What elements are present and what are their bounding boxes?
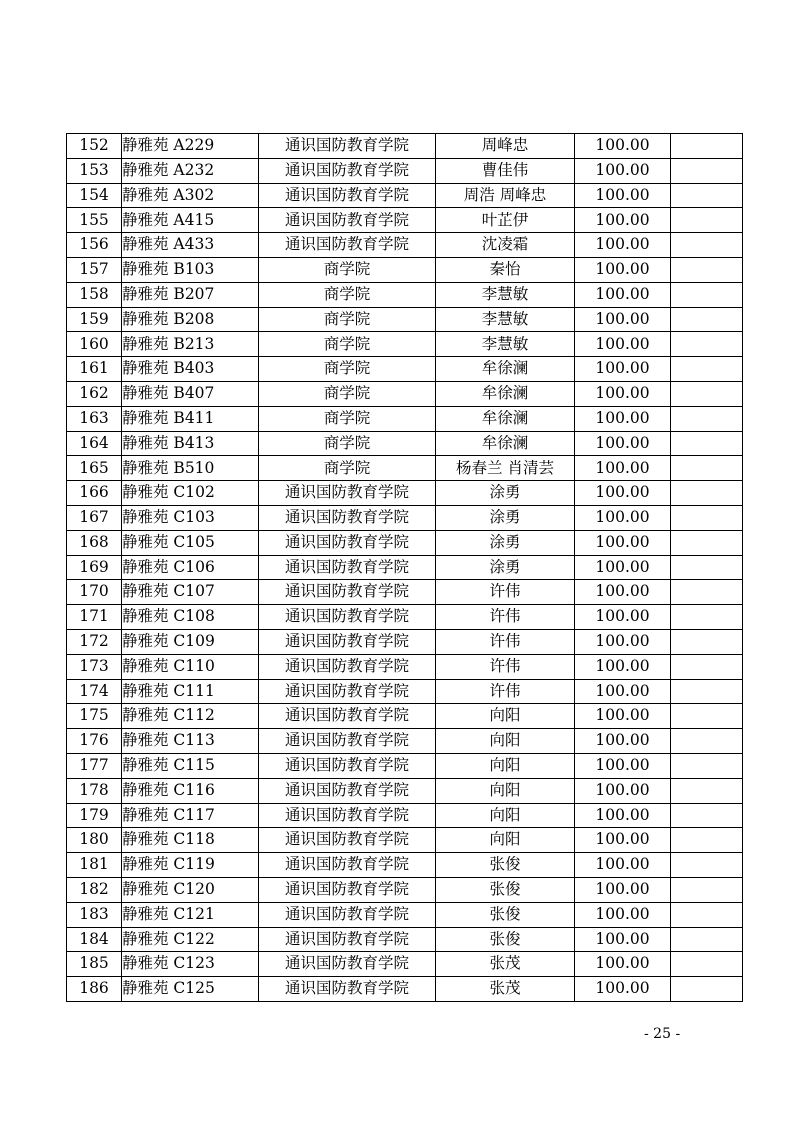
person-in-charge-cell: 许伟: [436, 654, 575, 679]
table-row: [67, 406, 743, 431]
dorm-room-cell: 静雅苑 C107: [122, 580, 259, 605]
person-in-charge-cell: 秦怡: [436, 257, 575, 282]
person-in-charge-cell: 向阳: [436, 753, 575, 778]
person-in-charge-cell: 李慧敏: [436, 332, 575, 357]
dorm-room-cell: 静雅苑 C112: [122, 704, 259, 729]
row-number-cell: 170: [67, 580, 122, 605]
amount-cell: 100.00: [575, 853, 671, 878]
person-in-charge-cell: 张茂: [436, 977, 575, 1002]
note-cell: [671, 778, 743, 803]
amount-cell: 100.00: [575, 282, 671, 307]
row-number-cell: 165: [67, 456, 122, 481]
note-cell: [671, 753, 743, 778]
table-row: [67, 381, 743, 406]
table-row: [67, 307, 743, 332]
amount-cell: 100.00: [575, 778, 671, 803]
note-cell: [671, 828, 743, 853]
table-row: [67, 183, 743, 208]
person-in-charge-cell: 涂勇: [436, 530, 575, 555]
amount-cell: 100.00: [575, 605, 671, 630]
college-cell: 通识国防教育学院: [259, 505, 436, 530]
note-cell: [671, 629, 743, 654]
note-cell: [671, 530, 743, 555]
row-number-cell: 174: [67, 679, 122, 704]
college-cell: 通识国防教育学院: [259, 679, 436, 704]
amount-cell: 100.00: [575, 629, 671, 654]
dorm-room-cell: 静雅苑 C110: [122, 654, 259, 679]
note-cell: [671, 877, 743, 902]
row-number-cell: 175: [67, 704, 122, 729]
table-row: [67, 902, 743, 927]
table-row: [67, 605, 743, 630]
note-cell: [671, 332, 743, 357]
person-in-charge-cell: 沈凌霜: [436, 233, 575, 258]
row-number-cell: 171: [67, 605, 122, 630]
college-cell: 通识国防教育学院: [259, 481, 436, 506]
dorm-room-cell: 静雅苑 B403: [122, 357, 259, 382]
row-number-cell: 182: [67, 877, 122, 902]
college-cell: 通识国防教育学院: [259, 629, 436, 654]
college-cell: 通识国防教育学院: [259, 828, 436, 853]
table-row: [67, 753, 743, 778]
dorm-room-cell: 静雅苑 B407: [122, 381, 259, 406]
person-in-charge-cell: 涂勇: [436, 481, 575, 506]
row-number-cell: 173: [67, 654, 122, 679]
note-cell: [671, 902, 743, 927]
row-number-cell: 185: [67, 952, 122, 977]
amount-cell: 100.00: [575, 704, 671, 729]
amount-cell: 100.00: [575, 208, 671, 233]
dorm-room-cell: 静雅苑 C109: [122, 629, 259, 654]
dorm-room-cell: 静雅苑 B207: [122, 282, 259, 307]
person-in-charge-cell: 周峰忠: [436, 134, 575, 159]
table-row: [67, 927, 743, 952]
row-number-cell: 160: [67, 332, 122, 357]
person-in-charge-cell: 杨春兰 肖清芸: [436, 456, 575, 481]
row-number-cell: 157: [67, 257, 122, 282]
allocation-table: [66, 133, 743, 1002]
row-number-cell: 154: [67, 183, 122, 208]
college-cell: 通识国防教育学院: [259, 803, 436, 828]
dorm-room-cell: 静雅苑 C102: [122, 481, 259, 506]
dorm-room-cell: 静雅苑 B103: [122, 257, 259, 282]
amount-cell: 100.00: [575, 555, 671, 580]
amount-cell: 100.00: [575, 828, 671, 853]
table-row: [67, 257, 743, 282]
college-cell: 通识国防教育学院: [259, 753, 436, 778]
note-cell: [671, 977, 743, 1002]
table-row: [67, 977, 743, 1002]
college-cell: 商学院: [259, 431, 436, 456]
college-cell: 通识国防教育学院: [259, 927, 436, 952]
dorm-room-cell: 静雅苑 C111: [122, 679, 259, 704]
note-cell: [671, 853, 743, 878]
note-cell: [671, 927, 743, 952]
dorm-room-cell: 静雅苑 B413: [122, 431, 259, 456]
college-cell: 通识国防教育学院: [259, 729, 436, 754]
note-cell: [671, 555, 743, 580]
note-cell: [671, 605, 743, 630]
note-cell: [671, 257, 743, 282]
dorm-room-cell: 静雅苑 C103: [122, 505, 259, 530]
dorm-room-cell: 静雅苑 C118: [122, 828, 259, 853]
row-number-cell: 166: [67, 481, 122, 506]
college-cell: 通识国防教育学院: [259, 530, 436, 555]
row-number-cell: 176: [67, 729, 122, 754]
amount-cell: 100.00: [575, 406, 671, 431]
college-cell: 通识国防教育学院: [259, 704, 436, 729]
dorm-room-cell: 静雅苑 B411: [122, 406, 259, 431]
dorm-room-cell: 静雅苑 C105: [122, 530, 259, 555]
amount-cell: 100.00: [575, 134, 671, 159]
note-cell: [671, 803, 743, 828]
person-in-charge-cell: 许伟: [436, 679, 575, 704]
person-in-charge-cell: 李慧敏: [436, 307, 575, 332]
table-row: [67, 431, 743, 456]
dorm-room-cell: 静雅苑 C125: [122, 977, 259, 1002]
person-in-charge-cell: 牟徐澜: [436, 431, 575, 456]
person-in-charge-cell: 向阳: [436, 778, 575, 803]
dorm-room-cell: 静雅苑 C113: [122, 729, 259, 754]
college-cell: 商学院: [259, 357, 436, 382]
amount-cell: 100.00: [575, 456, 671, 481]
amount-cell: 100.00: [575, 679, 671, 704]
table-row: [67, 208, 743, 233]
table-row: [67, 456, 743, 481]
row-number-cell: 159: [67, 307, 122, 332]
person-in-charge-cell: 张俊: [436, 877, 575, 902]
table-row: [67, 481, 743, 506]
note-cell: [671, 158, 743, 183]
college-cell: 商学院: [259, 381, 436, 406]
college-cell: 商学院: [259, 406, 436, 431]
dorm-room-cell: 静雅苑 C119: [122, 853, 259, 878]
person-in-charge-cell: 许伟: [436, 629, 575, 654]
note-cell: [671, 233, 743, 258]
row-number-cell: 153: [67, 158, 122, 183]
row-number-cell: 181: [67, 853, 122, 878]
table-row: [67, 555, 743, 580]
row-number-cell: 168: [67, 530, 122, 555]
dorm-room-cell: 静雅苑 C123: [122, 952, 259, 977]
amount-cell: 100.00: [575, 357, 671, 382]
amount-cell: 100.00: [575, 481, 671, 506]
dorm-room-cell: 静雅苑 A415: [122, 208, 259, 233]
table-row: [67, 828, 743, 853]
dorm-room-cell: 静雅苑 C120: [122, 877, 259, 902]
page-number: - 25 -: [644, 1026, 681, 1042]
note-cell: [671, 654, 743, 679]
row-number-cell: 158: [67, 282, 122, 307]
college-cell: 通识国防教育学院: [259, 952, 436, 977]
person-in-charge-cell: 叶芷伊: [436, 208, 575, 233]
table-row: [67, 654, 743, 679]
dorm-room-cell: 静雅苑 C122: [122, 927, 259, 952]
college-cell: 通识国防教育学院: [259, 778, 436, 803]
person-in-charge-cell: 张俊: [436, 853, 575, 878]
amount-cell: 100.00: [575, 158, 671, 183]
amount-cell: 100.00: [575, 902, 671, 927]
college-cell: 通识国防教育学院: [259, 977, 436, 1002]
dorm-room-cell: 静雅苑 C108: [122, 605, 259, 630]
college-cell: 通识国防教育学院: [259, 580, 436, 605]
table-row: [67, 803, 743, 828]
person-in-charge-cell: 向阳: [436, 803, 575, 828]
row-number-cell: 155: [67, 208, 122, 233]
dorm-room-cell: 静雅苑 C117: [122, 803, 259, 828]
college-cell: 通识国防教育学院: [259, 134, 436, 159]
row-number-cell: 186: [67, 977, 122, 1002]
note-cell: [671, 208, 743, 233]
dorm-room-cell: 静雅苑 B213: [122, 332, 259, 357]
row-number-cell: 164: [67, 431, 122, 456]
row-number-cell: 184: [67, 927, 122, 952]
dorm-room-cell: 静雅苑 A433: [122, 233, 259, 258]
table-row: [67, 853, 743, 878]
amount-cell: 100.00: [575, 332, 671, 357]
dorm-room-cell: 静雅苑 C106: [122, 555, 259, 580]
note-cell: [671, 282, 743, 307]
college-cell: 商学院: [259, 282, 436, 307]
person-in-charge-cell: 涂勇: [436, 555, 575, 580]
table-row: [67, 233, 743, 258]
note-cell: [671, 704, 743, 729]
note-cell: [671, 406, 743, 431]
amount-cell: 100.00: [575, 729, 671, 754]
college-cell: 通识国防教育学院: [259, 902, 436, 927]
row-number-cell: 169: [67, 555, 122, 580]
table-row: [67, 778, 743, 803]
amount-cell: 100.00: [575, 654, 671, 679]
college-cell: 通识国防教育学院: [259, 233, 436, 258]
amount-cell: 100.00: [575, 257, 671, 282]
college-cell: 通识国防教育学院: [259, 654, 436, 679]
row-number-cell: 156: [67, 233, 122, 258]
note-cell: [671, 307, 743, 332]
dorm-room-cell: 静雅苑 A302: [122, 183, 259, 208]
amount-cell: 100.00: [575, 580, 671, 605]
dorm-room-cell: 静雅苑 A229: [122, 134, 259, 159]
amount-cell: 100.00: [575, 431, 671, 456]
table-row: [67, 952, 743, 977]
row-number-cell: 161: [67, 357, 122, 382]
college-cell: 通识国防教育学院: [259, 555, 436, 580]
table-row: [67, 357, 743, 382]
person-in-charge-cell: 牟徐澜: [436, 357, 575, 382]
table-row: [67, 134, 743, 159]
person-in-charge-cell: 曹佳伟: [436, 158, 575, 183]
amount-cell: 100.00: [575, 183, 671, 208]
person-in-charge-cell: 向阳: [436, 729, 575, 754]
table-row: [67, 679, 743, 704]
amount-cell: 100.00: [575, 233, 671, 258]
row-number-cell: 172: [67, 629, 122, 654]
note-cell: [671, 481, 743, 506]
person-in-charge-cell: 牟徐澜: [436, 406, 575, 431]
note-cell: [671, 679, 743, 704]
college-cell: 商学院: [259, 332, 436, 357]
note-cell: [671, 580, 743, 605]
person-in-charge-cell: 向阳: [436, 828, 575, 853]
amount-cell: 100.00: [575, 753, 671, 778]
college-cell: 通识国防教育学院: [259, 877, 436, 902]
dorm-room-cell: 静雅苑 C116: [122, 778, 259, 803]
person-in-charge-cell: 许伟: [436, 605, 575, 630]
person-in-charge-cell: 李慧敏: [436, 282, 575, 307]
table-body: [67, 134, 743, 1002]
amount-cell: 100.00: [575, 977, 671, 1002]
dorm-room-cell: 静雅苑 C115: [122, 753, 259, 778]
note-cell: [671, 183, 743, 208]
college-cell: 商学院: [259, 456, 436, 481]
dorm-room-cell: 静雅苑 B208: [122, 307, 259, 332]
note-cell: [671, 431, 743, 456]
college-cell: 通识国防教育学院: [259, 183, 436, 208]
person-in-charge-cell: 张俊: [436, 902, 575, 927]
amount-cell: 100.00: [575, 803, 671, 828]
note-cell: [671, 952, 743, 977]
person-in-charge-cell: 涂勇: [436, 505, 575, 530]
table-row: [67, 729, 743, 754]
row-number-cell: 162: [67, 381, 122, 406]
row-number-cell: 178: [67, 778, 122, 803]
row-number-cell: 183: [67, 902, 122, 927]
note-cell: [671, 729, 743, 754]
person-in-charge-cell: 向阳: [436, 704, 575, 729]
amount-cell: 100.00: [575, 505, 671, 530]
allocation-table-container: [66, 133, 743, 1002]
dorm-room-cell: 静雅苑 B510: [122, 456, 259, 481]
note-cell: [671, 381, 743, 406]
row-number-cell: 180: [67, 828, 122, 853]
note-cell: [671, 505, 743, 530]
amount-cell: 100.00: [575, 952, 671, 977]
college-cell: 通识国防教育学院: [259, 158, 436, 183]
row-number-cell: 152: [67, 134, 122, 159]
table-row: [67, 704, 743, 729]
table-row: [67, 332, 743, 357]
college-cell: 通识国防教育学院: [259, 853, 436, 878]
amount-cell: 100.00: [575, 927, 671, 952]
college-cell: 商学院: [259, 307, 436, 332]
amount-cell: 100.00: [575, 877, 671, 902]
note-cell: [671, 134, 743, 159]
person-in-charge-cell: 牟徐澜: [436, 381, 575, 406]
table-row: [67, 505, 743, 530]
college-cell: 通识国防教育学院: [259, 605, 436, 630]
note-cell: [671, 357, 743, 382]
dorm-room-cell: 静雅苑 A232: [122, 158, 259, 183]
row-number-cell: 179: [67, 803, 122, 828]
dorm-room-cell: 静雅苑 C121: [122, 902, 259, 927]
amount-cell: 100.00: [575, 530, 671, 555]
person-in-charge-cell: 张茂: [436, 952, 575, 977]
amount-cell: 100.00: [575, 307, 671, 332]
table-row: [67, 530, 743, 555]
person-in-charge-cell: 周浩 周峰忠: [436, 183, 575, 208]
table-row: [67, 282, 743, 307]
table-row: [67, 877, 743, 902]
amount-cell: 100.00: [575, 381, 671, 406]
row-number-cell: 167: [67, 505, 122, 530]
row-number-cell: 177: [67, 753, 122, 778]
college-cell: 通识国防教育学院: [259, 208, 436, 233]
table-row: [67, 629, 743, 654]
table-row: [67, 158, 743, 183]
college-cell: 商学院: [259, 257, 436, 282]
note-cell: [671, 456, 743, 481]
table-row: [67, 580, 743, 605]
row-number-cell: 163: [67, 406, 122, 431]
person-in-charge-cell: 张俊: [436, 927, 575, 952]
person-in-charge-cell: 许伟: [436, 580, 575, 605]
